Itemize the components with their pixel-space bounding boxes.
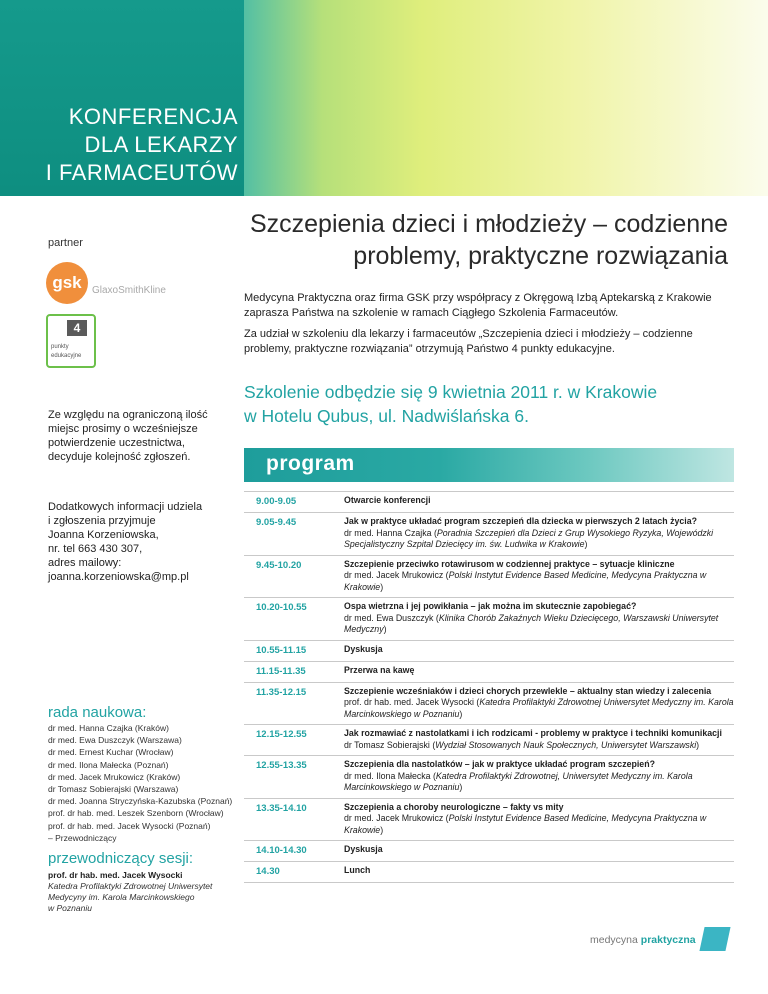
page-title bbox=[250, 208, 728, 272]
page-title-line: problemy, praktyczne rozwiązania bbox=[353, 242, 728, 270]
board-member: dr med. Hanna Czajka (Kraków) bbox=[48, 723, 169, 733]
program-content bbox=[344, 644, 734, 657]
program-speaker bbox=[344, 813, 734, 836]
program-content bbox=[344, 802, 734, 837]
contact-email: joanna.korzeniowska@mp.pl bbox=[48, 571, 189, 583]
program-title: Jak rozmawiać z nastolatkami i ich rodzicami - problemy w praktyce i techniki komunikacji bbox=[344, 728, 722, 738]
speaker-name: prof. dr hab. med. Jacek Wysocki ( bbox=[344, 697, 480, 707]
program-time: 11.15-11.35 bbox=[256, 665, 306, 677]
contact-line: i zgłoszenia przyjmuje bbox=[48, 515, 156, 527]
program-row bbox=[244, 556, 734, 599]
gsk-logo: gsk bbox=[46, 262, 88, 304]
footer-logo bbox=[590, 934, 696, 946]
program-title: Otwarcie konferencji bbox=[344, 495, 431, 505]
program-title: Przerwa na kawę bbox=[344, 664, 415, 675]
program-title: Szczepienie wcześniaków i dzieci chorych przewlekle – aktualny stan wiedzy i zalecenia bbox=[344, 685, 712, 696]
intro-paragraph: Za udział w szkoleniu dla lekarzy i farmaceutów „Szczepienia dzieci i młodzieży – codzienne problemy, praktyczne rozwiązania” otrzymują Państwo 4 punkty edukacyjne. bbox=[244, 328, 693, 355]
speaker-name: dr med. Hanna Czajka ( bbox=[344, 527, 437, 538]
points-number: 4 bbox=[67, 320, 87, 336]
program-content bbox=[344, 665, 734, 678]
program-title: Szczepienia a choroby neurologiczne – fakty vs mity bbox=[344, 801, 564, 812]
session-chair-name: prof. dr hab. med. Jacek Wysocki bbox=[48, 870, 183, 880]
program-title: Dyskusja bbox=[344, 844, 383, 854]
affiliation-line: Medycyny im. Karola Marcinkowskiego bbox=[48, 892, 195, 902]
speaker-paren: ) bbox=[696, 739, 700, 750]
program-header-bar bbox=[244, 448, 734, 482]
footer-brand-bold: praktyczna bbox=[640, 934, 696, 946]
program-speaker bbox=[344, 613, 734, 636]
board-member: prof. dr hab. med. Leszek Szenborn (Wrocław) bbox=[48, 808, 224, 819]
contact-info bbox=[48, 500, 228, 584]
program-row bbox=[244, 799, 734, 842]
conference-title-line: KONFERENCJA bbox=[68, 104, 238, 129]
scientific-board-heading: rada naukowa: bbox=[48, 704, 147, 721]
speaker-name: dr med. Ilona Małecka ( bbox=[344, 770, 436, 781]
page-title-line: Szczepienia dzieci i młodzieży – codzienne bbox=[249, 210, 728, 238]
speaker-affiliation: Polski Instytut Evidence Based Medicine, Medycyna Praktyczna w Krakowie bbox=[344, 570, 707, 592]
program-row bbox=[244, 756, 734, 799]
scientific-board-list bbox=[48, 722, 238, 844]
program-time: 9.05-9.45 bbox=[256, 517, 297, 528]
program-time: 12.15-12.55 bbox=[256, 729, 307, 740]
speaker-paren: ) bbox=[459, 782, 463, 792]
speaker-paren: ) bbox=[380, 824, 384, 835]
board-member: prof. dr hab. med. Jacek Wysocki (Poznań) bbox=[48, 820, 211, 831]
program-content bbox=[344, 728, 734, 751]
board-member: dr med. Ilona Małecka (Poznań) bbox=[48, 759, 169, 770]
program-time: 14.30 bbox=[256, 866, 280, 877]
program-time: 10.55-11.15 bbox=[256, 644, 307, 656]
board-member: – Przewodniczący bbox=[48, 832, 117, 843]
program-row bbox=[244, 662, 734, 683]
program-content bbox=[344, 495, 734, 508]
program-title: Lunch bbox=[344, 865, 371, 875]
speaker-paren: ) bbox=[380, 581, 384, 592]
venue-info bbox=[244, 380, 657, 428]
conference-title-line: DLA LEKARZY bbox=[84, 132, 238, 157]
session-chair-affiliation bbox=[48, 881, 238, 914]
program-time: 11.35-12.15 bbox=[256, 686, 307, 698]
board-member: dr med. Ewa Duszczyk (Warszawa) bbox=[48, 735, 182, 746]
program-content bbox=[344, 601, 734, 636]
gsk-company-name: GlaxoSmithKline bbox=[92, 285, 166, 296]
session-chair-heading: przewodniczący sesji: bbox=[48, 850, 194, 867]
program-title: Szczepienie przeciwko rotawirusom w codziennej praktyce – sytuacje kliniczne bbox=[344, 558, 675, 569]
speaker-name: dr med. Jacek Mrukowicz ( bbox=[344, 570, 449, 580]
speaker-paren: ) bbox=[584, 539, 588, 549]
program-content bbox=[344, 559, 734, 594]
speaker-affiliation: Wydział Stosowanych Nauk Społecznych, Uniwersytet Warszawski bbox=[435, 739, 697, 750]
contact-line: nr. tel 663 430 307, bbox=[48, 543, 143, 555]
program-content bbox=[344, 865, 734, 878]
program-title: Jak w praktyce układać program szczepień dla dziecka w pierwszych 2 latach życia? bbox=[344, 516, 698, 526]
program-time: 13.35-14.10 bbox=[256, 802, 307, 814]
speaker-name: dr Tomasz Sobierajski ( bbox=[344, 739, 436, 750]
points-label: punkty bbox=[51, 344, 69, 350]
contact-line: adres mailowy: bbox=[48, 557, 122, 569]
program-time: 10.20-10.55 bbox=[256, 602, 307, 613]
speaker-affiliation: Klinika Chorób Zakaźnych Wieku Dziecięcego, Warszawski Uniwersytet Medyczny bbox=[344, 612, 719, 634]
intro-paragraph: Medycyna Praktyczna oraz firma GSK przy współpracy z Okręgową Izbą Aptekarską z Krakowie zaprasza Państwa na szkolenie w ramach Ciągłego Szkolenia Farmaceutów. bbox=[244, 292, 712, 319]
program-time: 9.45-10.20 bbox=[256, 559, 302, 571]
venue-line: Szkolenie odbędzie się 9 kwietnia 2011 r. w Krakowie bbox=[244, 382, 658, 402]
conference-title-line: I FARMACEUTÓW bbox=[45, 160, 238, 185]
program-speaker bbox=[344, 570, 734, 593]
affiliation-line: w Poznaniu bbox=[48, 903, 92, 913]
speaker-affiliation: Katedra Profilaktyki Zdrowotnej Uniwersytet Medyczny im. Karola Marcinkowskiego w Poznaniu bbox=[344, 697, 734, 719]
board-member: dr med. Jacek Mrukowicz (Kraków) bbox=[48, 771, 181, 782]
brand-mark-icon bbox=[699, 927, 730, 951]
program-row bbox=[244, 491, 734, 513]
board-member: dr med. Ernest Kuchar (Wrocław) bbox=[48, 747, 174, 758]
program-time: 9.00-9.05 bbox=[256, 496, 297, 507]
speaker-affiliation: Poradnia Szczepień dla Dzieci z Grup Wysokiego Ryzyka, Wojewódzki Specjalistyczny Szpital Dziecięcy im. św. Ludwika w Krakowie bbox=[344, 527, 714, 549]
program-speaker bbox=[344, 697, 734, 720]
speaker-paren: ) bbox=[459, 708, 463, 719]
program-content bbox=[344, 686, 734, 721]
program-row bbox=[244, 598, 734, 641]
footer-brand-light: medycyna bbox=[590, 934, 638, 946]
intro-text bbox=[244, 291, 734, 363]
speaker-paren: ) bbox=[383, 624, 387, 634]
program-content bbox=[344, 844, 734, 857]
program-row bbox=[244, 513, 734, 556]
program-content bbox=[344, 759, 734, 794]
program-title: Dyskusja bbox=[344, 643, 383, 654]
program-row bbox=[244, 841, 734, 862]
speaker-name: dr med. Ewa Duszczyk ( bbox=[344, 612, 439, 623]
program-row bbox=[244, 641, 734, 662]
speaker-affiliation: Polski Instytut Evidence Based Medicine, Medycyna Praktyczna w Krakowie bbox=[344, 813, 707, 835]
scientific-board bbox=[48, 704, 238, 844]
conference-title bbox=[46, 103, 238, 187]
program-time: 14.10-14.30 bbox=[256, 845, 307, 856]
program-speaker bbox=[344, 740, 734, 752]
program-time: 12.55-13.35 bbox=[256, 760, 307, 771]
points-label: edukacyjne bbox=[51, 353, 82, 359]
speaker-affiliation: Katedra Profilaktyki Zdrowotnej, Uniwersytet Medyczny im. Karola Marcinkowskiego w Poznaniu bbox=[344, 770, 693, 792]
speaker-name: dr med. Jacek Mrukowicz ( bbox=[344, 813, 449, 823]
program-content bbox=[344, 516, 734, 551]
header-banner bbox=[0, 0, 768, 196]
program-row bbox=[244, 862, 734, 883]
program-heading: program bbox=[266, 452, 355, 475]
affiliation-line: Katedra Profilaktyki Zdrowotnej Uniwersytet bbox=[48, 881, 213, 891]
session-chair bbox=[48, 850, 238, 914]
program-speaker bbox=[344, 771, 734, 794]
program-speaker bbox=[344, 528, 734, 551]
program-table bbox=[244, 491, 734, 883]
board-member: dr med. Joanna Stryczyńska-Kazubska (Poznań) bbox=[48, 796, 233, 807]
program-title: Szczepienia dla nastolatków – jak w praktyce układać program szczepień? bbox=[344, 759, 655, 769]
program-title: Ospa wietrzna i jej powikłania – jak można im skutecznie zapobiegać? bbox=[344, 601, 637, 611]
venue-line: w Hotelu Qubus, ul. Nadwiślańska 6. bbox=[244, 406, 529, 426]
program-row bbox=[244, 683, 734, 726]
contact-line: Joanna Korzeniowska, bbox=[48, 529, 159, 541]
registration-notice: Ze względu na ograniczoną ilość miejsc prosimy o wcześniejsze potwierdzenie uczestnictwa, decyduje kolejność zgłoszeń. bbox=[48, 409, 208, 463]
program-row bbox=[244, 725, 734, 756]
contact-line: Dodatkowych informacji udziela bbox=[48, 501, 203, 513]
points-badge bbox=[46, 314, 96, 368]
partner-label: partner bbox=[48, 237, 83, 249]
board-member: dr Tomasz Sobierajski (Warszawa) bbox=[48, 784, 179, 795]
